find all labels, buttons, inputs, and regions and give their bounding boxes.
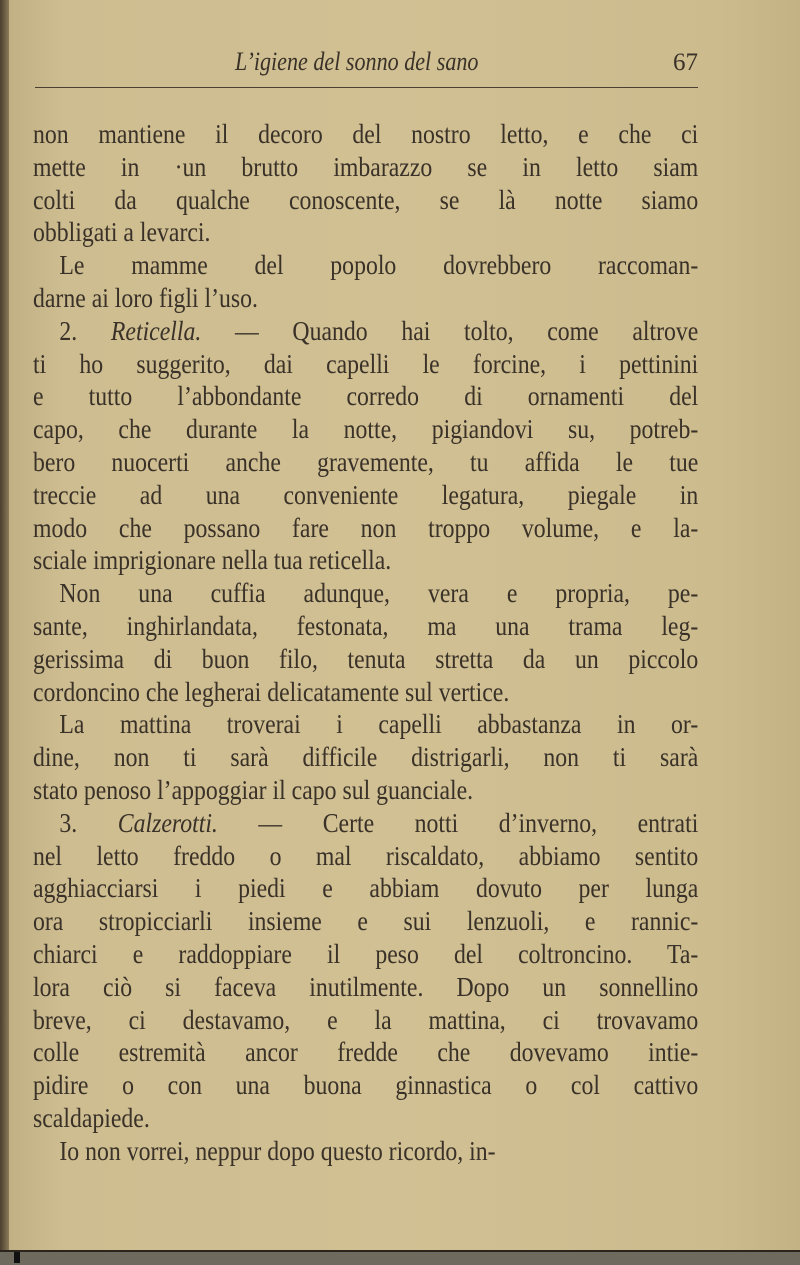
text-line: nel letto freddo o mal riscaldato, abbiamo sentito [33, 840, 699, 871]
line-text: — Certe notti d’inverno, entrati [258, 807, 699, 838]
text-line: pidire o con una buona ginnastica o col cattivo [33, 1070, 699, 1101]
book-spine-edge [0, 0, 9, 1263]
text-line: treccie ad una conveniente legatura, piegale in [33, 479, 699, 510]
text-line: gerissima di buon filo, tenuta stretta da un piccolo [33, 643, 699, 674]
scan-edge-mark [14, 1252, 20, 1263]
section-title: Calzerotti. [117, 807, 218, 838]
text-line: ti ho suggerito, dai capelli le forcine, i pettinini [33, 348, 699, 379]
header-rule [35, 87, 698, 88]
text-line: e tutto l’abbondante corredo di ornamenti del [33, 381, 699, 412]
text-line: colti da qualche conoscente, se là notte siamo [33, 184, 699, 215]
text-line [33, 315, 698, 348]
text-line: breve, ci destavamo, e la mattina, ci trovavamo [33, 1004, 699, 1035]
text-line: agghiacciarsi i piedi e abbiam dovuto per lunga [33, 873, 699, 904]
text-line: Le mamme del popolo dovrebbero raccoman- [59, 250, 699, 281]
line-text: — Quando hai tolto, come altrove [234, 315, 699, 346]
section-title: Reticella. [110, 315, 202, 346]
text-line: mette in ·un brutto imbarazzo se in letto siam [33, 151, 699, 182]
text-line: sante, inghirlandata, festonata, ma una trama leg- [33, 610, 699, 641]
text-line: cordoncino che legherai delicatamente sul vertice. [33, 676, 510, 707]
page-number: 67 [673, 49, 698, 76]
text-line: chiarci e raddoppiare il peso del coltroncino. Ta- [33, 938, 699, 969]
text-line: Io non vorrei, neppur dopo questo ricordo, in- [59, 1135, 496, 1166]
text-line: dine, non ti sarà difficile distrigarli, non ti sarà [33, 742, 699, 773]
text-line [33, 807, 698, 840]
text-line: scaldapiede. [33, 1102, 150, 1133]
text-line: non mantiene il decoro del nostro letto, e che ci [33, 119, 699, 149]
text-line: bero nuocerti anche gravemente, tu affida le tue [33, 446, 699, 477]
section-number: 3. [59, 807, 78, 838]
text-line: obbligati a levarci. [33, 217, 211, 248]
text-line: sciale imprigionare nella tua reticella. [33, 545, 392, 576]
text-line: Non una cuffia adunque, vera e propria, pe- [59, 578, 699, 609]
text-line: darne ai loro figli l’uso. [33, 282, 259, 313]
page-header [35, 45, 698, 85]
text-line: lora ciò si faceva inutilmente. Dopo un sonnellino [33, 971, 699, 1002]
text-line: La mattina troverai i capelli abbastanza in or- [59, 709, 699, 740]
text-line: ora stropicciarli insieme e sui lenzuoli, e rannic- [33, 906, 699, 937]
text-line: modo che possano fare non troppo volume, e la- [33, 512, 699, 543]
text-line: colle estremità ancor fredde che dovevamo intie- [33, 1037, 699, 1068]
text-line: stato penoso l’appoggiar il capo sul guanciale. [33, 774, 474, 805]
section-number: 2. [59, 315, 78, 346]
text-line: capo, che durante la notte, pigiandovi su, potreb- [33, 414, 699, 445]
running-title: L’igiene del sonno del sano [235, 47, 479, 76]
body-text [33, 118, 698, 1168]
